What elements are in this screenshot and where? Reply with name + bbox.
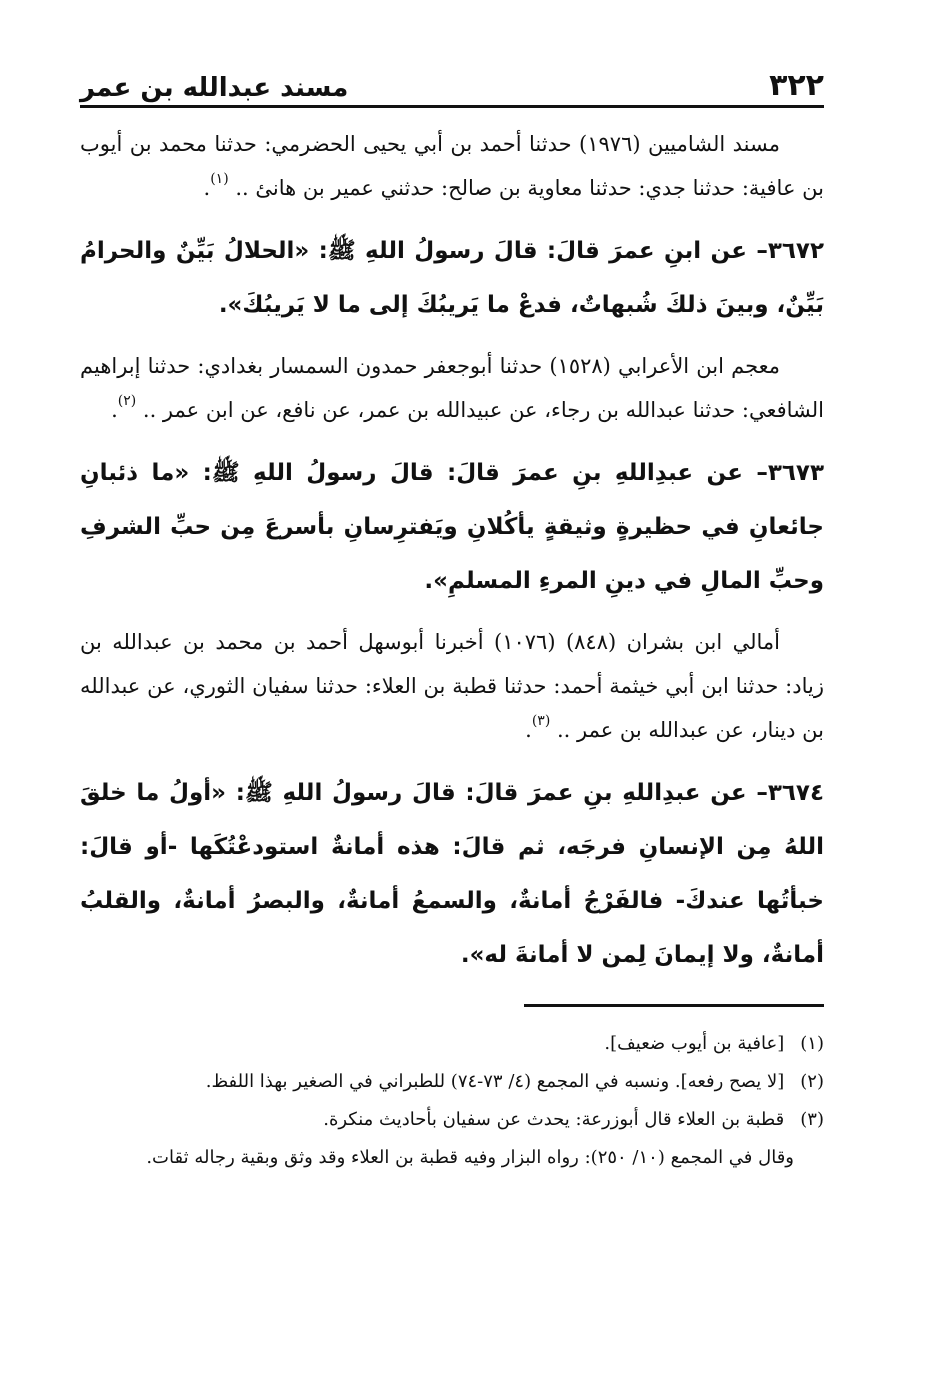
hadith-paragraph — [80, 224, 824, 332]
footnote-text: [عافية بن أيوب ضعيف]. — [604, 1033, 785, 1054]
footnote-text: قطبة بن العلاء قال أبوزرعة: يحدث عن سفيان بأحاديث منكرة. — [323, 1109, 785, 1130]
footnote-ref: (٣) — [531, 713, 551, 729]
footnote-text: [لا يصح رفعه]. ونسبه في المجمع (٤/ ٧٣-٧٤) للطبراني في الصغير بهذا اللفظ. — [205, 1071, 785, 1092]
footnote-continuation: وقال في المجمع (١٠/ ٢٥٠): رواه البزار وفيه قطبة بن العلاء وقد وثق وبقية رجاله ثقات. — [146, 1147, 794, 1168]
footnote-marker: (٢) — [800, 1071, 824, 1092]
footnote — [80, 1101, 824, 1139]
book-title: مسند عبدالله بن عمر — [80, 73, 349, 103]
footnote-ref: (٢) — [117, 393, 137, 409]
source-text: مسند الشاميين (١٩٧٦) حدثنا أحمد بن أبي يحيى الحضرمي: حدثنا محمد بن أيوب بن عافية: حدثنا جدي: حدثنا معاوية بن صالح: حدثني عمير بن هانئ .. — [80, 132, 824, 200]
footnote-marker: (١) — [800, 1033, 824, 1054]
footnote-ref: (١) — [210, 171, 229, 187]
footnote — [80, 1063, 824, 1101]
hadith-text: عن ابنِ عمرَ قالَ: قالَ رسولُ اللهِ ﷺ: «الحلالُ بَيِّنٌ والحرامُ بَيِّنٌ، وبينَ ذلكَ شُبهاتٌ، فدعْ ما يَريبُكَ إلى ما لا يَريبُكَ». — [80, 238, 824, 318]
hadith-number: ٣٦٧٢– — [756, 238, 824, 264]
source-paragraph: أمالي ابن بشران (٨٤٨) (١٠٧٦) أخبرنا أبوسهل أحمد بن محمد بن عبدالله بن زياد: حدثنا ابن أبي خيثمة أحمد: حدثنا قطبة بن العلاء: حدثنا سفيان الثوري، عن عبدالله بن دينار، عن عبدالله بن عمر .. $^{(٣)}$. — [80, 630, 824, 742]
hadith-text: عن عبدِاللهِ بنِ عمرَ قالَ: قالَ رسولُ اللهِ ﷺ: «أولُ ما خلقَ اللهُ مِن الإنسانِ فرجَه، ثم قالَ: هذه أمانةٌ استودعْتُكَها -أو قالَ: خبأتُها عندكَ- فالفَرْجُ أمانةٌ، والسمعُ أمانةٌ، والبصرُ أمانةٌ، والقلبُ أمانةٌ، ولا إيمانَ لِمن لا أمانةَ له». — [80, 780, 824, 968]
hadith-text: عن عبدِاللهِ بنِ عمرَ قالَ: قالَ رسولُ اللهِ ﷺ: «ما ذئبانِ جائعانِ في حظيرةٍ وثيقةٍ يأكُلانِ ويَفترِسانِ بأسرعَ مِن حبِّ الشرفِ وحبِّ المالِ في دينِ المرءِ المسلمِ». — [80, 460, 824, 594]
footnotes — [80, 1025, 824, 1177]
source-paragraph: مسند الشاميين (١٩٧٦) حدثنا أحمد بن أبي يحيى الحضرمي: حدثنا محمد بن أيوب بن عافية: حدثنا جدي: حدثنا معاوية بن صالح: حدثني عمير بن هانئ .. $^{(١)}$. — [80, 132, 824, 200]
hadith-number: ٣٦٧٣– — [756, 460, 824, 486]
source-text: معجم ابن الأعرابي (١٥٢٨) حدثنا أبوجعفر حمدون السمسار بغدادي: حدثنا إبراهيم الشافعي: حدثنا عبدالله بن رجاء، عن عبيدالله بن عمر، عن نافع، عن ابن عمر .. — [80, 354, 824, 422]
book-page — [80, 60, 824, 1177]
hadith-paragraph — [80, 446, 824, 608]
hadith-number: ٣٦٧٤– — [756, 780, 824, 806]
footnote — [80, 1025, 824, 1063]
page-header — [80, 60, 824, 108]
source-paragraph: معجم ابن الأعرابي (١٥٢٨) حدثنا أبوجعفر حمدون السمسار بغدادي: حدثنا إبراهيم الشافعي: حدثنا عبدالله بن رجاء، عن عبيدالله بن عمر، عن نافع، عن ابن عمر .. $^{(٢)}$. — [80, 354, 824, 422]
page-body — [80, 122, 824, 982]
source-text: أمالي ابن بشران (٨٤٨) (١٠٧٦) أخبرنا أبوسهل أحمد بن محمد بن عبدالله بن زياد: حدثنا ابن أبي خيثمة أحمد: حدثنا قطبة بن العلاء: حدثنا سفيان الثوري، عن عبدالله بن دينار، عن عبدالله بن عمر .. — [80, 630, 824, 742]
page-number: ٣٢٢ — [769, 68, 824, 103]
footnote-separator — [524, 1004, 824, 1007]
hadith-paragraph — [80, 766, 824, 982]
footnote-marker: (٣) — [800, 1109, 824, 1130]
